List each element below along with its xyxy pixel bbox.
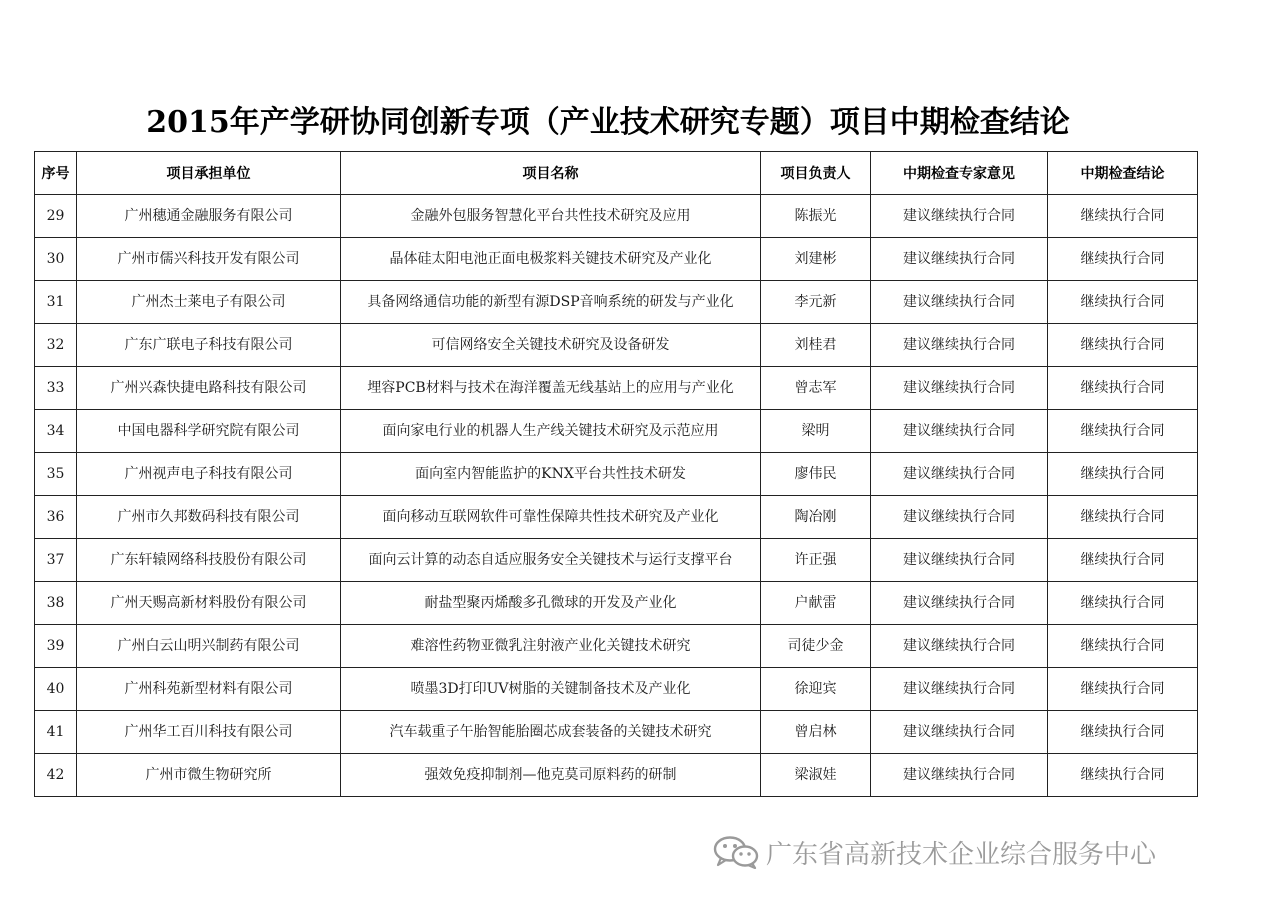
cell-leader: 许正强 — [761, 539, 871, 582]
cell-leader: 梁明 — [761, 410, 871, 453]
cell-leader: 曾启林 — [761, 711, 871, 754]
table-row — [35, 496, 1198, 539]
cell-opinion: 建议继续执行合同 — [871, 281, 1048, 324]
page-title: 2015年产学研协同创新专项（产业技术研究专题）项目中期检查结论 — [146, 105, 1070, 140]
table-row — [35, 281, 1198, 324]
cell-conclusion: 继续执行合同 — [1048, 539, 1198, 582]
cell-conclusion: 继续执行合同 — [1048, 668, 1198, 711]
cell-leader: 刘建彬 — [761, 238, 871, 281]
cell-conclusion: 继续执行合同 — [1048, 367, 1198, 410]
cell-leader: 梁淑娃 — [761, 754, 871, 797]
cell-leader: 陶冶刚 — [761, 496, 871, 539]
cell-no: 42 — [35, 754, 77, 797]
cell-unit: 广东广联电子科技有限公司 — [77, 324, 341, 367]
cell-unit: 广州市儒兴科技开发有限公司 — [77, 238, 341, 281]
cell-unit: 广州视声电子科技有限公司 — [77, 453, 341, 496]
cell-opinion: 建议继续执行合同 — [871, 539, 1048, 582]
table-row — [35, 195, 1198, 238]
header-no: 序号 — [35, 152, 77, 195]
cell-conclusion: 继续执行合同 — [1048, 195, 1198, 238]
cell-opinion: 建议继续执行合同 — [871, 754, 1048, 797]
table-row — [35, 238, 1198, 281]
cell-conclusion: 继续执行合同 — [1048, 582, 1198, 625]
cell-opinion: 建议继续执行合同 — [871, 367, 1048, 410]
cell-project: 具备网络通信功能的新型有源DSP音响系统的研发与产业化 — [341, 281, 761, 324]
cell-unit: 广州市微生物研究所 — [77, 754, 341, 797]
cell-leader: 廖伟民 — [761, 453, 871, 496]
cell-project: 喷墨3D打印UV树脂的关键制备技术及产业化 — [341, 668, 761, 711]
wechat-icon — [712, 835, 760, 869]
cell-unit: 广州天赐高新材料股份有限公司 — [77, 582, 341, 625]
cell-no: 36 — [35, 496, 77, 539]
table-row — [35, 410, 1198, 453]
cell-no: 32 — [35, 324, 77, 367]
table-body — [35, 195, 1198, 797]
results-table — [34, 151, 1198, 797]
cell-conclusion: 继续执行合同 — [1048, 324, 1198, 367]
cell-conclusion: 继续执行合同 — [1048, 453, 1198, 496]
cell-project: 金融外包服务智慧化平台共性技术研究及应用 — [341, 195, 761, 238]
table-row — [35, 539, 1198, 582]
watermark — [712, 834, 1156, 870]
table-row — [35, 367, 1198, 410]
cell-no: 37 — [35, 539, 77, 582]
cell-unit: 广东轩辕网络科技股份有限公司 — [77, 539, 341, 582]
cell-leader: 刘桂君 — [761, 324, 871, 367]
table-row — [35, 668, 1198, 711]
cell-no: 31 — [35, 281, 77, 324]
table-row — [35, 453, 1198, 496]
cell-unit: 广州穗通金融服务有限公司 — [77, 195, 341, 238]
cell-conclusion: 继续执行合同 — [1048, 410, 1198, 453]
cell-opinion: 建议继续执行合同 — [871, 195, 1048, 238]
header-project: 项目名称 — [341, 152, 761, 195]
cell-unit: 广州科苑新型材料有限公司 — [77, 668, 341, 711]
cell-opinion: 建议继续执行合同 — [871, 711, 1048, 754]
cell-no: 33 — [35, 367, 77, 410]
cell-unit: 广州华工百川科技有限公司 — [77, 711, 341, 754]
cell-project: 晶体硅太阳电池正面电极浆料关键技术研究及产业化 — [341, 238, 761, 281]
cell-no: 34 — [35, 410, 77, 453]
cell-project: 面向云计算的动态自适应服务安全关键技术与运行支撑平台 — [341, 539, 761, 582]
cell-leader: 户献雷 — [761, 582, 871, 625]
header-leader: 项目负责人 — [761, 152, 871, 195]
cell-project: 埋容PCB材料与技术在海洋覆盖无线基站上的应用与产业化 — [341, 367, 761, 410]
cell-leader: 曾志军 — [761, 367, 871, 410]
table-row — [35, 625, 1198, 668]
cell-unit: 广州杰士莱电子有限公司 — [77, 281, 341, 324]
cell-project: 可信网络安全关键技术研究及设备研发 — [341, 324, 761, 367]
cell-project: 强效免疫抑制剂—他克莫司原料药的研制 — [341, 754, 761, 797]
cell-leader: 李元新 — [761, 281, 871, 324]
cell-project: 面向移动互联网软件可靠性保障共性技术研究及产业化 — [341, 496, 761, 539]
cell-conclusion: 继续执行合同 — [1048, 625, 1198, 668]
cell-no: 38 — [35, 582, 77, 625]
cell-no: 30 — [35, 238, 77, 281]
cell-opinion: 建议继续执行合同 — [871, 324, 1048, 367]
cell-leader: 司徒少金 — [761, 625, 871, 668]
cell-project: 面向家电行业的机器人生产线关键技术研究及示范应用 — [341, 410, 761, 453]
table-row — [35, 711, 1198, 754]
cell-conclusion: 继续执行合同 — [1048, 711, 1198, 754]
cell-opinion: 建议继续执行合同 — [871, 238, 1048, 281]
cell-no: 29 — [35, 195, 77, 238]
cell-conclusion: 继续执行合同 — [1048, 754, 1198, 797]
cell-unit: 广州白云山明兴制药有限公司 — [77, 625, 341, 668]
cell-no: 35 — [35, 453, 77, 496]
cell-opinion: 建议继续执行合同 — [871, 453, 1048, 496]
cell-unit: 中国电器科学研究院有限公司 — [77, 410, 341, 453]
cell-no: 40 — [35, 668, 77, 711]
cell-project: 耐盐型聚丙烯酸多孔微球的开发及产业化 — [341, 582, 761, 625]
cell-project: 汽车载重子午胎智能胎圈芯成套装备的关键技术研究 — [341, 711, 761, 754]
cell-conclusion: 继续执行合同 — [1048, 496, 1198, 539]
cell-project: 面向室内智能监护的KNX平台共性技术研发 — [341, 453, 761, 496]
header-unit: 项目承担单位 — [77, 152, 341, 195]
table-header-row — [35, 152, 1198, 195]
cell-unit: 广州兴森快捷电路科技有限公司 — [77, 367, 341, 410]
cell-opinion: 建议继续执行合同 — [871, 668, 1048, 711]
cell-project: 难溶性药物亚微乳注射液产业化关键技术研究 — [341, 625, 761, 668]
watermark-text: 广东省高新技术企业综合服务中心 — [766, 839, 1157, 870]
cell-conclusion: 继续执行合同 — [1048, 281, 1198, 324]
cell-no: 39 — [35, 625, 77, 668]
cell-opinion: 建议继续执行合同 — [871, 496, 1048, 539]
table-row — [35, 582, 1198, 625]
cell-leader: 陈振光 — [761, 195, 871, 238]
table-row — [35, 754, 1198, 797]
table-row — [35, 324, 1198, 367]
header-conclusion: 中期检查结论 — [1048, 152, 1198, 195]
cell-opinion: 建议继续执行合同 — [871, 625, 1048, 668]
cell-opinion: 建议继续执行合同 — [871, 410, 1048, 453]
cell-opinion: 建议继续执行合同 — [871, 582, 1048, 625]
cell-no: 41 — [35, 711, 77, 754]
cell-conclusion: 继续执行合同 — [1048, 238, 1198, 281]
header-opinion: 中期检查专家意见 — [871, 152, 1048, 195]
cell-unit: 广州市久邦数码科技有限公司 — [77, 496, 341, 539]
cell-leader: 徐迎宾 — [761, 668, 871, 711]
